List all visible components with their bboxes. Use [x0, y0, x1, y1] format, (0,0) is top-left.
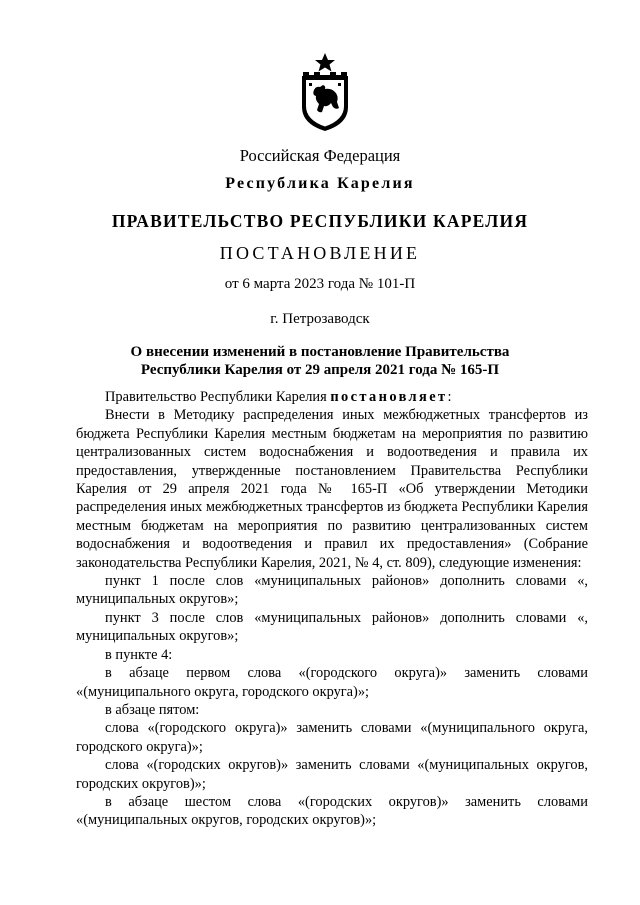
- government-name: ПРАВИТЕЛЬСТВО РЕСПУБЛИКИ КАРЕЛИЯ: [111, 211, 529, 231]
- document-type: ПОСТАНОВЛЕНИЕ: [219, 243, 421, 263]
- body-paragraph: пункт 3 после слов «муниципальных районов» дополнить словами «, муниципальных округов»;: [76, 609, 588, 645]
- body-paragraph: Внести в Методику распределения иных межбюджетных трансфертов из бюджета Республики Карелия местным бюджетам на мероприятия по развитию централизованных систем водоснабжения и водоотведения и правила их предоставления, утвержденные постановлением Правительства Республики Карелия от 29 апреля 2021 года № 165-П «Об утверждении Методики распределения иных межбюджетных трансфертов из бюджета Республики Карелия местным бюджетам на мероприятия по развитию централизованных систем водоснабжения и водоотведения и правил их предоставления» (Собрание законодательства Республики Карелия, 2021, № 4, ст. 809), следующие изменения:: [76, 407, 588, 571]
- intro-prefix: Правительство Республики Карелия: [105, 389, 331, 405]
- document-body: [76, 388, 588, 830]
- document-subject: [0, 343, 640, 379]
- body-paragraph: слова «(городских округов)» заменить словами «(муниципальных округов, городских округов)»;: [76, 757, 588, 792]
- subject-line-2: Республики Карелия от 29 апреля 2021 года № 165-П: [140, 362, 500, 378]
- body-paragraph: в абзаце первом слова «(городского округа)» заменить словами «(муниципального округа, городского округа)»;: [76, 665, 588, 700]
- body-paragraph: в пункте 4:: [105, 646, 173, 663]
- intro-suffix: :: [447, 389, 452, 405]
- document-city: г. Петрозаводск: [270, 311, 370, 327]
- intro-verb: постановляет: [330, 389, 448, 405]
- subject-line-1: О внесении изменений в постановление Правительства: [130, 344, 510, 360]
- country-name: Российская Федерация: [239, 146, 401, 165]
- document-date: от 6 марта 2023 года № 101-П: [224, 276, 416, 292]
- body-paragraph: пункт 1 после слов «муниципальных районов» дополнить словами «, муниципальных округов»;: [76, 573, 588, 608]
- body-paragraph: слова «(городского округа)» заменить словами «(муниципального округа, городского округа)»;: [76, 720, 588, 755]
- karelia-coat-of-arms-icon: [295, 52, 355, 132]
- body-paragraph: в абзаце пятом:: [105, 701, 200, 718]
- body-paragraph: в абзаце шестом слова «(городских округов)» заменить словами «(муниципальных округов, городских округов)»;: [76, 793, 588, 829]
- republic-name: Республика Карелия: [225, 175, 415, 192]
- intro-paragraph: [76, 388, 588, 406]
